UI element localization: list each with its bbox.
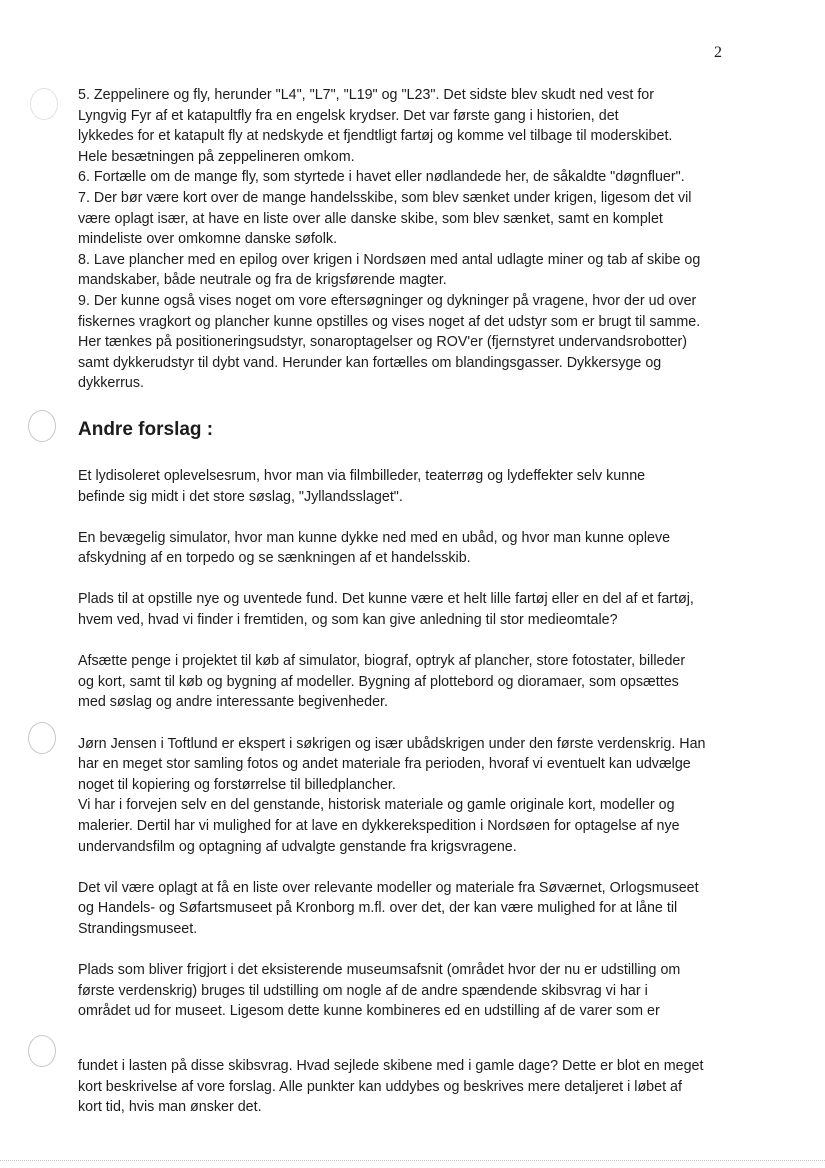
text-line: 6. Fortælle om de mange fly, som styrtede i havet eller nødlandede her, de såkaldte "døgnfluer". [78,169,685,186]
text-line: lykkedes for et katapult fly at nedskyde et fjendtligt fartøj og komme vel tilbage til moderskibet. [78,128,673,145]
document-body [78,85,735,1118]
paragraph [78,466,735,507]
text-line: 8. Lave plancher med en epilog over krigen i Nordsøen med antal udlagte miner og tab af skibe og [78,251,701,268]
text-line: Plads til at opstille nye og uventede fund. Det kunne være et helt lille fartøj eller en del af et fartøj, [78,591,694,608]
text-line: kort beskrivelse af vore forslag. Alle punkter kan uddybes og beskrives mere detaljeret i løbet af [78,1078,682,1095]
text-line: være oplagt især, at have en liste over alle danske skibe, som blev sænket, samt en komplet [78,210,663,227]
text-line: fiskernes vragkort og plancher kunne opstilles og vises noget af det udstyr som er brugt til samme. [78,313,701,330]
numbered-list [78,85,735,394]
text-line: området ud for museet. Ligesom dette kunne kombineres ed en udstilling af de varer som er [78,1003,660,1020]
text-line: dykkerrus. [78,375,144,392]
text-line: samt dykkerudstyr til dybt vand. Herunder kan fortælles om blandingsgasser. Dykkersyge og [78,354,662,371]
list-item [78,291,735,394]
text-line: og Handels- og Søfartsmuseet på Kronborg m.fl. over det, der kan være mulighed for at låne til [78,900,678,917]
text-line: Her tænkes på positioneringsudstyr, sonaroptagelser og ROV'er (fjernstyret undervandsrobotter) [78,334,688,351]
text-line: fundet i lasten på disse skibsvrag. Hvad sejlede skibene med i gamle dage? Dette er blot en meget [78,1057,704,1074]
text-line: første verdenskrig) bruges til udstilling om nogle af de andre spændende skibsvrag vi har i [78,982,648,999]
punch-hole-mark [28,410,56,442]
text-line: afskydning af en torpedo og se sænkningen af et handelsskib. [78,550,471,567]
text-line: noget til kopiering og forstørrelse til billedplancher. [78,776,396,793]
list-item [78,85,735,167]
text-line: har en meget stor samling fotos og andet materiale fra perioden, hvoraf vi eventuelt kan udvælge [78,756,691,773]
page-number: 2 [714,44,722,61]
text-line: Lyngvig Fyr af et katapultfly fra en engelsk krydser. Det var første gang i historien, det [78,107,619,124]
punch-hole-mark [28,1035,56,1067]
text-line: Plads som bliver frigjort i det eksisterende museumsafsnit (området hvor der nu er udstilling om [78,962,681,979]
scan-edge-line [0,1160,825,1161]
text-line: En bevægelig simulator, hvor man kunne dykke ned med en ubåd, og hvor man kunne opleve [78,529,671,546]
text-line: undervandsfilm og optagning af udvalgte genstande fra krigsvragene. [78,838,517,855]
punch-hole-mark [30,88,58,120]
text-line: befinde sig midt i det store søslag, "Jyllandsslaget". [78,488,403,505]
text-line: mandskaber, både neutrale og fra de krigsførende magter. [78,272,447,289]
text-line: 9. Der kunne også vises noget om vore eftersøgninger og dykninger på vragene, hvor der ud over [78,292,697,309]
text-line: malerier. Dertil har vi mulighed for at lave en dykkerekspedition i Nordsøen for optagelse af nye [78,818,680,834]
text-line: med søslag og andre interessante begivenheder. [78,694,388,711]
list-item [78,250,735,291]
paragraph [78,795,735,857]
text-line: og kort, samt til køb og bygning af modeller. Bygning af plottebord og dioramaer, som opsættes [78,673,679,690]
text-line: 7. Der bør være kort over de mange handelsskibe, som blev sænket under krigen, ligesom det vil [78,189,692,206]
paragraph [78,878,735,940]
paragraph [78,651,735,713]
text-line: Et lydisoleret oplevelsesrum, hvor man via filmbilleder, teaterrøg og lydeffekter selv kunne [78,467,646,484]
text-line: Strandingsmuseet. [78,920,198,937]
paragraph [78,1056,735,1118]
text-line: kort tid, hvis man ønsker det. [78,1099,262,1116]
text-line: Jørn Jensen i Toftlund er ekspert i søkrigen og især ubådskrigen under den første verdenskrig. Han [78,735,706,752]
text-line: Hele besætningen på zeppelineren omkom. [78,148,355,165]
list-item [78,188,735,250]
list-item [78,167,735,188]
section-heading: Andre forslag : [78,418,214,440]
punch-hole-mark [28,722,56,754]
text-line: hvem ved, hvad vi finder i fremtiden, og som kan give anledning til stor medieomtale? [78,612,618,629]
text-line: Vi har i forvejen selv en del genstande, historisk materiale og gamle originale kort, modeller og [78,797,675,814]
paragraph [78,528,735,569]
paragraph [78,589,735,630]
text-line: 5. Zeppelinere og fly, herunder "L4", "L7", "L19" og "L23". Det sidste blev skudt ned vest for [78,87,655,103]
paragraph [78,960,735,1022]
text-line: mindeliste over omkomne danske søfolk. [78,231,338,248]
text-line: Afsætte penge i projektet til køb af simulator, biograf, optryk af plancher, store fotostater, billeder [78,653,686,670]
text-line: Det vil være oplagt at få en liste over relevante modeller og materiale fra Søværnet, Orlogsmuseet [78,879,699,896]
paragraph [78,734,735,796]
